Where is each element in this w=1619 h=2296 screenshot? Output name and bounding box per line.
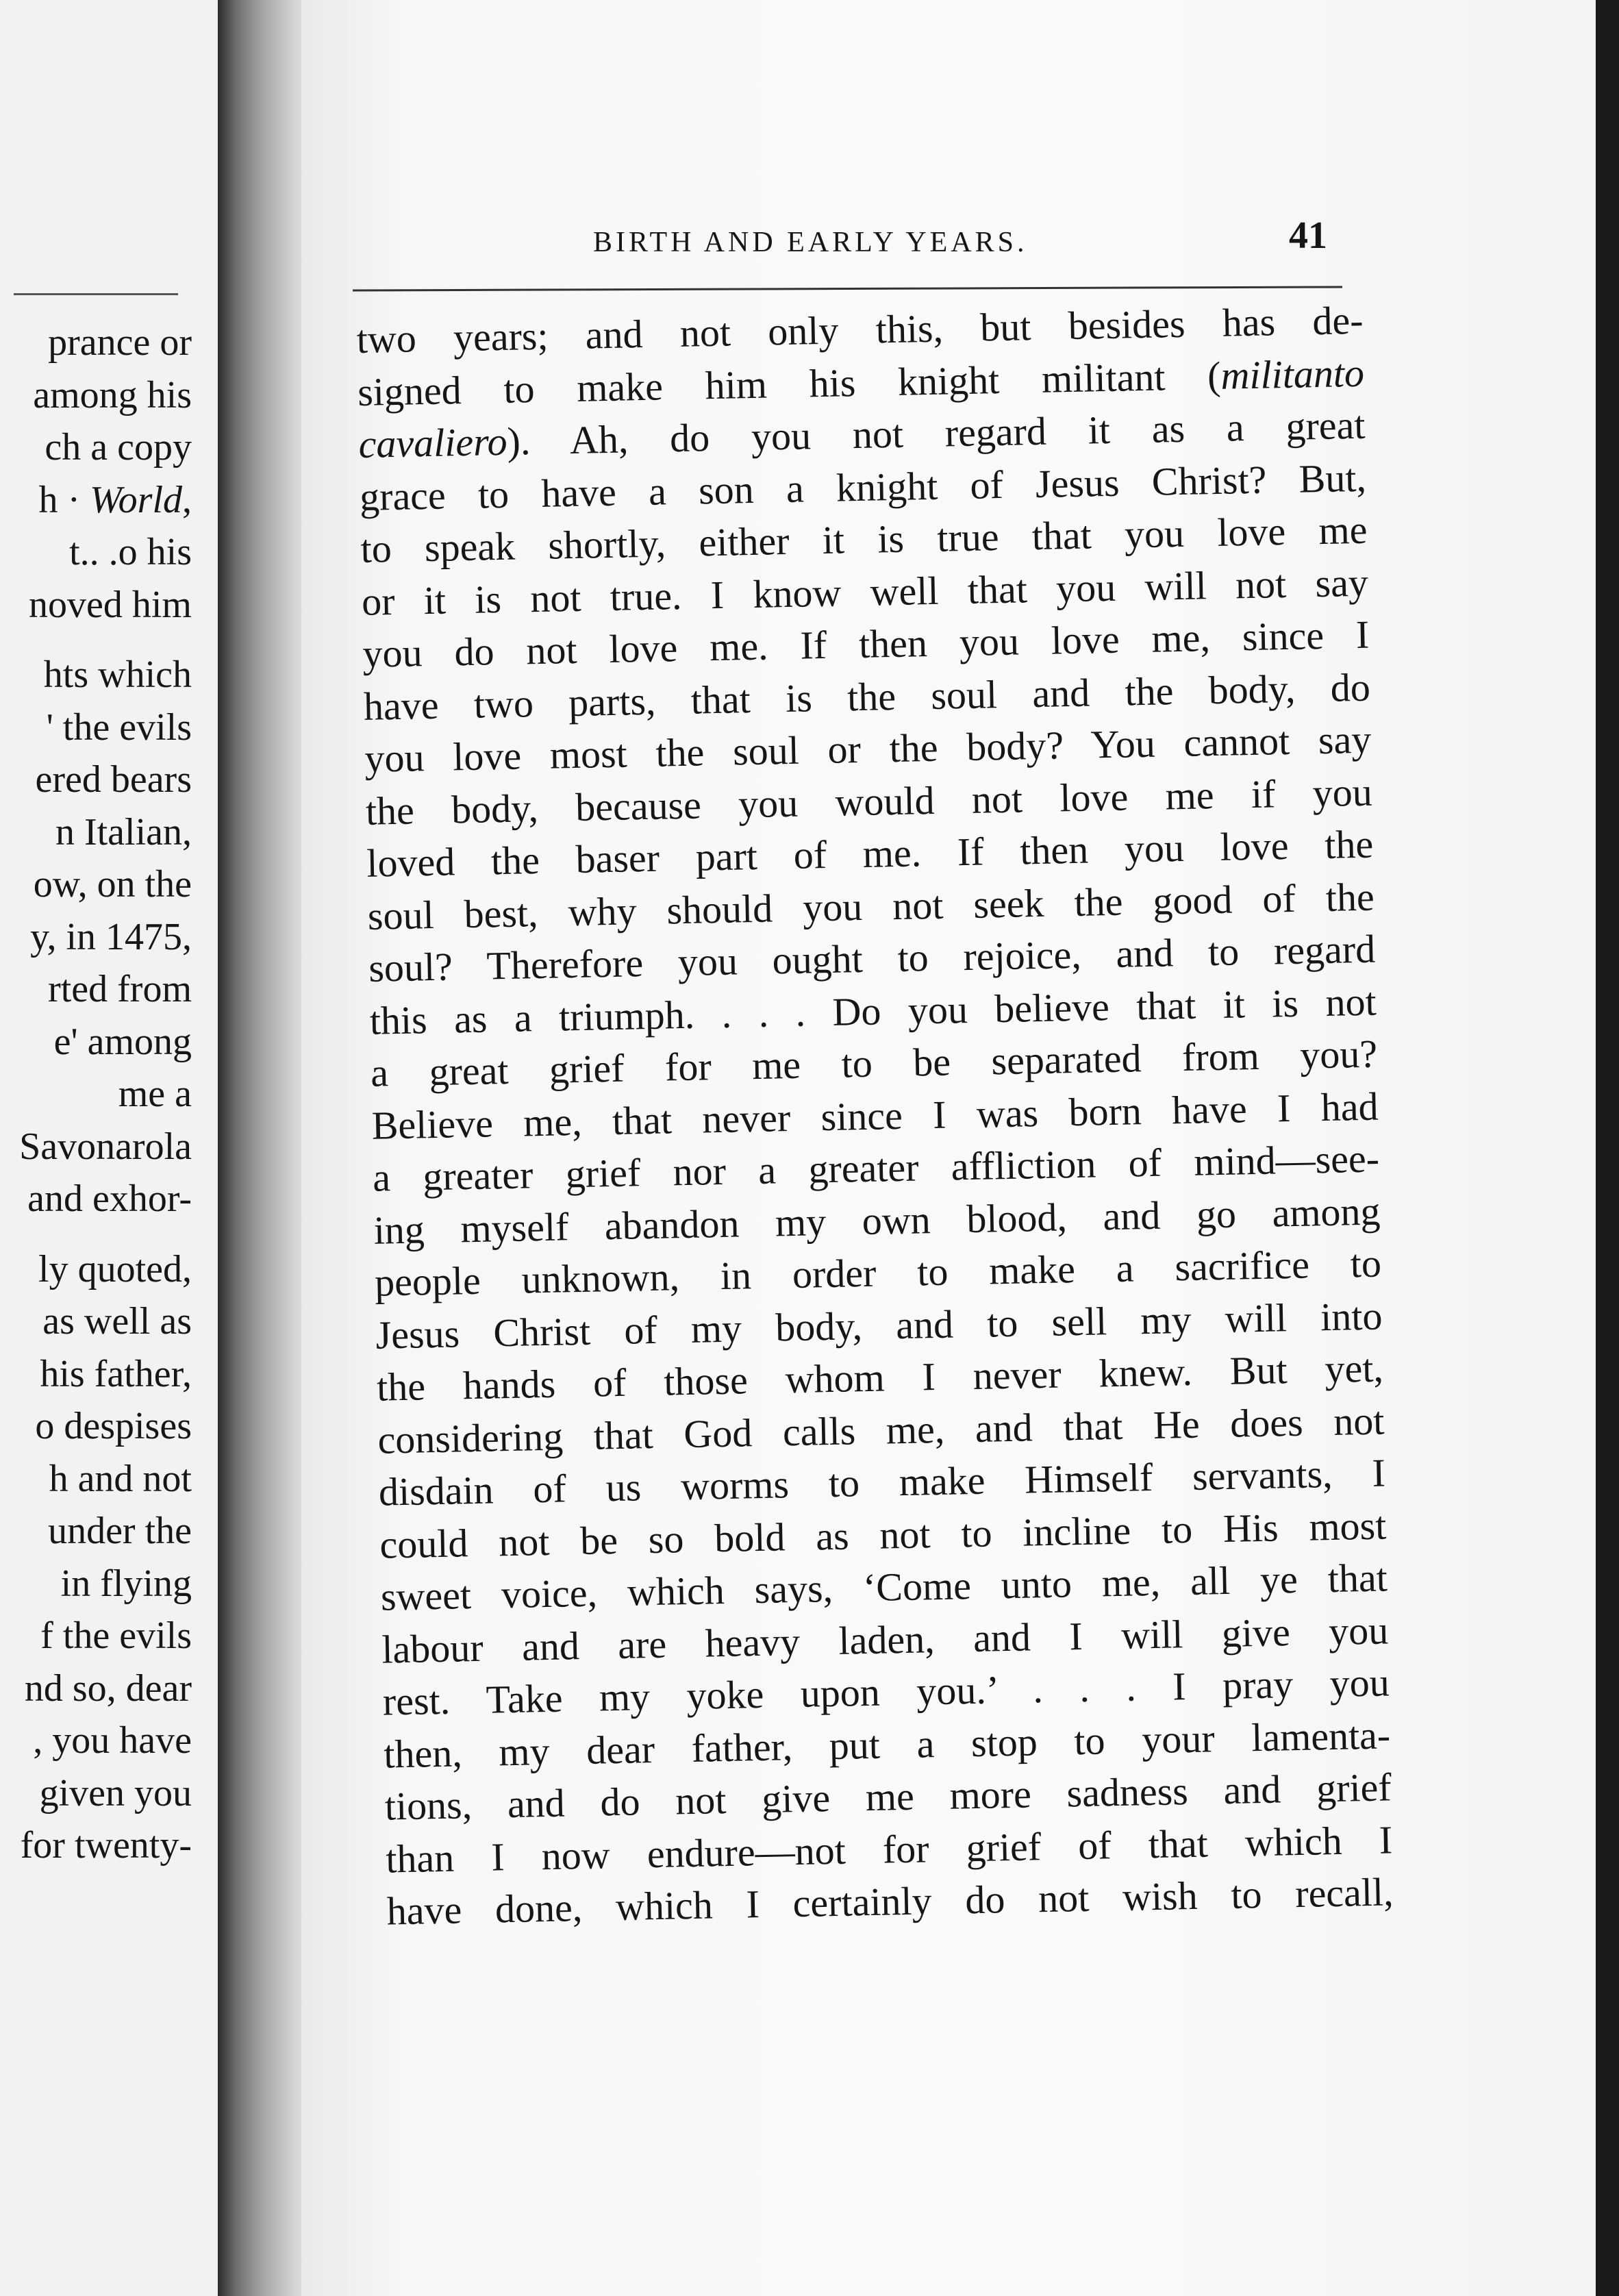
- page-number: 41: [1289, 214, 1327, 257]
- left-page: [0, 0, 226, 2296]
- body-text-line: soul best, why should you not seek the good of the: [367, 874, 1375, 938]
- left-text-line: h · World,: [38, 478, 192, 521]
- left-text-line: t.. .o his: [69, 531, 192, 573]
- body-text-line: two years; and not only this, but besides has de-: [356, 297, 1364, 362]
- left-text-line: hts which: [43, 653, 192, 696]
- body-text-line: tions, and do not give me more sadness and grief: [384, 1764, 1392, 1829]
- body-text-line: grace to have a son a knight of Jesus Christ? But,: [359, 455, 1367, 519]
- body-text-line: this as a triumph. . . . Do you believe that it is not: [369, 979, 1377, 1043]
- left-text-line: in flying: [60, 1562, 192, 1605]
- left-text-line: as well as: [42, 1300, 192, 1343]
- left-text-line: o despises: [35, 1405, 192, 1447]
- body-text-line: Jesus Christ of my body, and to sell my will into: [375, 1293, 1383, 1358]
- body-text-line: labour and are heavy laden, and I will give you: [381, 1607, 1389, 1672]
- left-text-line: h and not: [49, 1457, 192, 1500]
- body-text-line: sweet voice, which says, ‘Come unto me, all ye that: [380, 1555, 1388, 1619]
- body-text-line: have done, which I certainly do not wish to recall,: [386, 1869, 1394, 1934]
- left-text-line: Savonarola: [19, 1125, 192, 1168]
- body-text-line: then, my dear father, put a stop to your lamenta-: [383, 1712, 1391, 1777]
- body-text-line: you do not love me. If then you love me, since I: [362, 612, 1370, 676]
- body-text-line: a great grief for me to be separated from you?: [370, 1031, 1378, 1095]
- left-text-line: e' among: [53, 1020, 192, 1063]
- left-text-line: for twenty-: [20, 1824, 192, 1867]
- body-text-line: could not be so bold as not to incline to His most: [379, 1502, 1387, 1567]
- left-text-line: his father,: [40, 1352, 192, 1395]
- left-page-text: [0, 316, 192, 1872]
- body-text-line: loved the baser part of me. If then you love the: [366, 821, 1374, 886]
- left-text-line: y, in 1475,: [30, 915, 192, 958]
- body-text-line: cavaliero). Ah, do you not regard it as a great: [358, 402, 1366, 466]
- body-text: [356, 295, 1394, 1938]
- left-paragraph-gap: [0, 631, 192, 649]
- body-text-line: soul? Therefore you ought to rejoice, and to regard: [368, 926, 1376, 990]
- body-text-line: to speak shortly, either it is true that you love me: [360, 507, 1368, 571]
- left-text-line: under the: [48, 1510, 192, 1552]
- left-text-line: given you: [39, 1771, 192, 1814]
- left-text-line: f the evils: [40, 1614, 192, 1657]
- body-text-line: the body, because you would not love me if you: [365, 769, 1373, 834]
- body-text-line: people unknown, in order to make a sacrifice to: [374, 1240, 1382, 1305]
- left-text-line: ow, on the: [33, 863, 192, 906]
- running-head: BIRTH AND EARLY YEARS.: [593, 227, 1028, 258]
- body-text-line: the hands of those whom I never knew. But yet,: [376, 1345, 1384, 1410]
- left-text-line: n Italian,: [55, 810, 192, 853]
- body-text-line: have two parts, that is the soul and the body, do: [363, 664, 1371, 729]
- body-text-line: considering that God calls me, and that He does not: [377, 1397, 1385, 1462]
- body-text-line: a greater grief nor a greater affliction of mind—see-: [372, 1136, 1380, 1200]
- left-text-line: nd so, dear: [24, 1667, 192, 1710]
- left-text-line: among his: [33, 373, 192, 416]
- page-edge: [1596, 0, 1619, 2296]
- left-paragraph-gap: [0, 1225, 192, 1243]
- body-text-line: than I now endure—not for grief of that which I: [385, 1817, 1393, 1882]
- body-text-line: you love most the soul or the body? You cannot say: [364, 716, 1372, 781]
- left-text-line: rted from: [48, 968, 192, 1010]
- body-text-line: signed to make him his knight militant (militanto: [357, 350, 1365, 414]
- left-text-line: ly quoted,: [38, 1247, 192, 1290]
- left-text-line: ' the evils: [46, 706, 192, 749]
- left-text-line: and exhor-: [27, 1177, 192, 1220]
- body-text-line: or it is not true. I know well that you will not say: [361, 560, 1369, 624]
- left-text-line: noved him: [29, 583, 192, 626]
- left-text-line: me a: [118, 1073, 192, 1115]
- left-page-rule: [14, 293, 178, 295]
- left-text-line: ch a copy: [45, 426, 192, 469]
- body-text-line: rest. Take my yoke upon you.’ . . . I pray you: [382, 1660, 1390, 1724]
- body-text-line: ing myself abandon my own blood, and go among: [373, 1188, 1381, 1253]
- left-text-line: prance or: [48, 321, 192, 364]
- body-text-line: disdain of us worms to make Himself servants, I: [378, 1450, 1386, 1514]
- body-text-line: Believe me, that never since I was born have I had: [371, 1084, 1379, 1148]
- left-text-line: ered bears: [35, 758, 192, 801]
- left-text-line: , you have: [33, 1719, 192, 1762]
